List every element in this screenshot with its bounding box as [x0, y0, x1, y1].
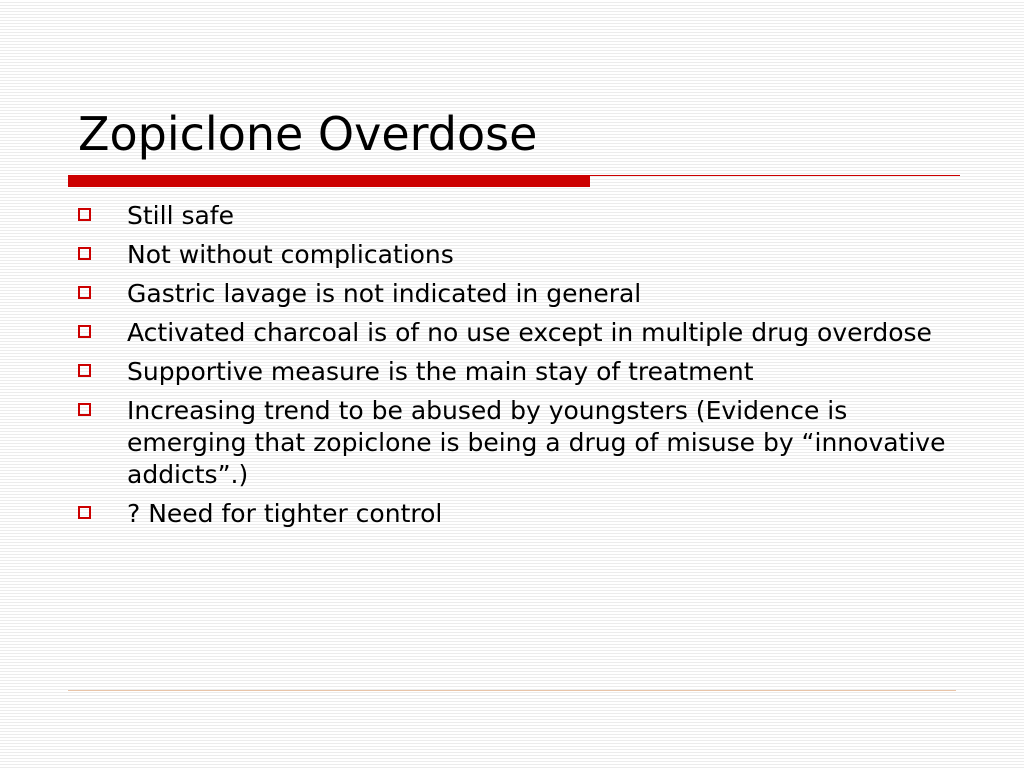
bullet-text: ? Need for tighter control	[127, 499, 443, 528]
slide-title: Zopiclone Overdose	[78, 107, 538, 161]
bullet-item	[76, 395, 956, 491]
bullet-text: Not without complications	[127, 240, 454, 269]
bullet-item	[76, 200, 956, 232]
bullet-text: Increasing trend to be abused by youngsters (Evidence is emerging that zopiclone is being a drug of misuse by “innovative addicts”.)	[127, 396, 946, 489]
hollow-square-icon	[78, 247, 91, 260]
hollow-square-icon	[78, 208, 91, 221]
hollow-square-icon	[78, 364, 91, 377]
hollow-square-icon	[78, 403, 91, 416]
hollow-square-icon	[78, 325, 91, 338]
title-underline-thin	[590, 175, 960, 176]
bullet-item	[76, 278, 956, 310]
bullet-item	[76, 498, 956, 530]
footer-divider	[68, 690, 956, 691]
bullet-text: Gastric lavage is not indicated in general	[127, 279, 642, 308]
bullet-item	[76, 317, 956, 349]
bullet-text: Activated charcoal is of no use except in multiple drug overdose	[127, 318, 932, 347]
hollow-square-icon	[78, 506, 91, 519]
bullet-item	[76, 239, 956, 271]
title-underline-thick	[68, 175, 590, 187]
bullet-item	[76, 356, 956, 388]
bullet-text: Still safe	[127, 201, 234, 230]
hollow-square-icon	[78, 286, 91, 299]
bullet-list	[76, 200, 956, 537]
bullet-text: Supportive measure is the main stay of treatment	[127, 357, 754, 386]
